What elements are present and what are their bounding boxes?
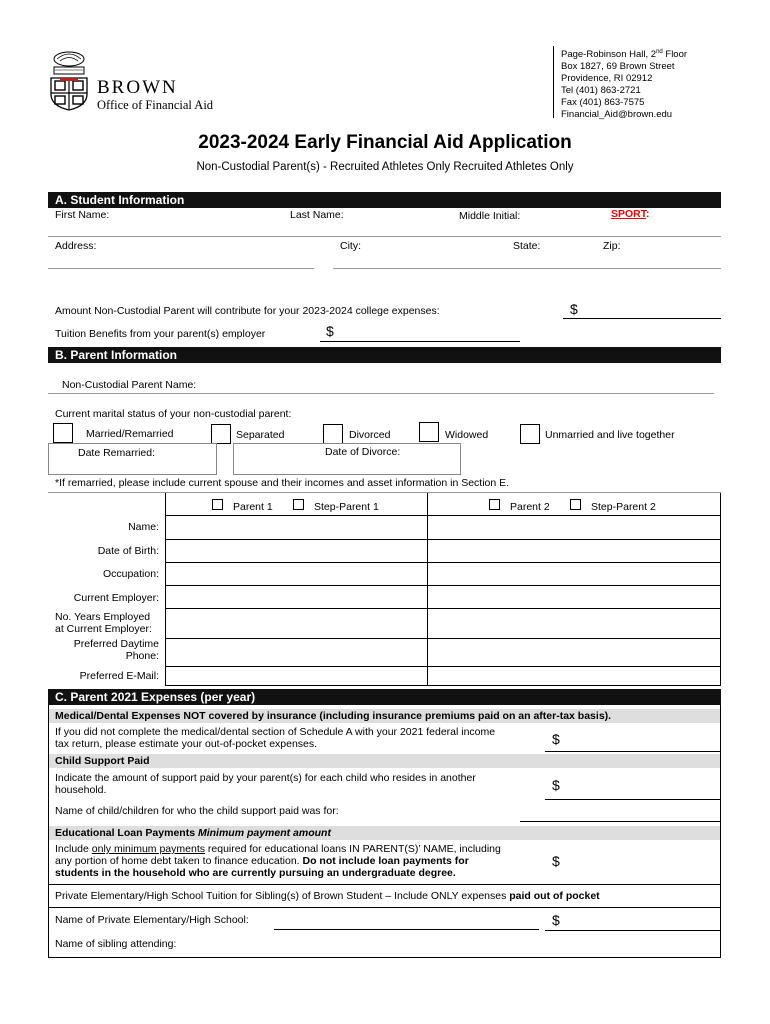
sport-colon: :: [646, 208, 650, 220]
married-checkbox[interactable]: [53, 423, 73, 443]
date-remarried-label: Date Remarried:: [78, 447, 156, 459]
parent2-label: Parent 2: [510, 501, 550, 513]
address-field-line[interactable]: [48, 268, 314, 269]
loan-text-part: required for educational loans IN PARENT(S)’ NAME, including: [204, 843, 501, 855]
loan-text-line1: [55, 843, 501, 855]
step-parent2-label: Step-Parent 2: [591, 501, 656, 513]
child-support-header: Child Support Paid: [49, 754, 720, 768]
address-line: Box 1827, 69 Brown Street: [561, 61, 675, 73]
school-name-field-line[interactable]: [274, 929, 539, 930]
address-line: Fax (401) 863-7575: [561, 97, 645, 109]
medical-header: Medical/Dental Expenses NOT covered by insurance (including insurance premiums paid on an after-tax basis).: [49, 709, 720, 723]
loan-text-bold: students in the household who are currently pursuing an undergraduate degree.: [55, 867, 456, 879]
private-school-bold: paid out of pocket: [509, 890, 600, 902]
step-parent2-checkbox[interactable]: [570, 499, 581, 510]
row-label-phone: [48, 638, 159, 662]
tuition-label: Tuition Benefits from your parent(s) employer: [55, 328, 266, 340]
page-title: 2023-2024 Early Financial Aid Application: [198, 132, 572, 153]
table-row-line: [165, 562, 721, 563]
first-name-label: First Name:: [55, 209, 110, 221]
address-line: Providence, RI 02912: [561, 73, 653, 85]
table-row-line: [165, 585, 721, 586]
loan-header-emphasis: Minimum payment amount: [197, 827, 331, 839]
child-support-field-line[interactable]: [545, 799, 721, 800]
loan-text-bold: Do not include loan payments for: [302, 855, 469, 867]
row-label-years: [55, 611, 152, 635]
widowed-label: Widowed: [445, 429, 489, 441]
contribution-field-line[interactable]: [563, 318, 721, 319]
table-row-line: [165, 539, 721, 540]
office-address: [561, 46, 687, 121]
child-support-text: [55, 772, 476, 796]
section-b-header: B. Parent Information: [48, 347, 721, 363]
private-school-text: Private Elementary/High School Tuition for Sibling(s) of Brown Student – Include ONLY expenses: [55, 890, 510, 902]
contribution-dollar: $: [570, 301, 578, 317]
table-row-line: [165, 666, 721, 667]
step-parent1-label: Step-Parent 1: [314, 501, 379, 513]
table-row-line: [165, 638, 721, 639]
private-school-label: [55, 890, 600, 902]
date-divorce-label: Date of Divorce:: [325, 446, 401, 458]
row-label-occupation: Occupation:: [102, 568, 159, 580]
step-parent1-checkbox[interactable]: [293, 499, 304, 510]
child-names-field-line[interactable]: [520, 821, 721, 822]
loan-header-text: Educational Loan Payments: [55, 827, 198, 839]
private-school-line: [48, 907, 721, 908]
ncp-name-label: Non-Custodial Parent Name:: [62, 379, 197, 391]
brown-crest-icon: [48, 50, 90, 112]
table-column-divider: [427, 493, 428, 686]
name-row-line[interactable]: [48, 236, 721, 237]
loan-text: [55, 843, 501, 879]
sport-label: [611, 208, 650, 220]
medical-text-line1: If you did not complete the medical/dental section of Schedule A with your 2021 federal income: [55, 726, 496, 738]
tuition-dollar: $: [326, 323, 334, 339]
loan-dollar: $: [552, 853, 560, 869]
contribution-label: Amount Non-Custodial Parent will contribute for your 2023-2024 college expenses:: [55, 305, 440, 317]
middle-initial-label: Middle Initial:: [459, 210, 521, 222]
school-name-label: Name of Private Elementary/High School:: [55, 914, 249, 926]
row-label-email: Preferred E-Mail:: [79, 670, 159, 682]
unmarried-checkbox[interactable]: [520, 424, 540, 444]
child-support-text-line1: Indicate the amount of support paid by your parent(s) for each child who resides in another: [55, 772, 476, 784]
last-name-label: Last Name:: [290, 209, 344, 221]
divorced-checkbox[interactable]: [323, 424, 343, 444]
sport-text: SPORT: [611, 208, 647, 220]
divorced-label: Divorced: [349, 429, 391, 441]
loan-text-part: Include: [55, 843, 92, 855]
child-support-text-line2: household.: [55, 784, 107, 796]
table-header-line: [165, 515, 721, 516]
section-c-header: C. Parent 2021 Expenses (per year): [48, 689, 721, 705]
parent1-checkbox[interactable]: [212, 499, 223, 510]
medical-text-line2: tax return, please estimate your out-of-pocket expenses.: [55, 738, 318, 750]
zip-label: Zip:: [603, 240, 621, 252]
address-line: Tel (401) 863-2721: [561, 85, 641, 97]
row-label-dob: Date of Birth:: [97, 545, 159, 557]
widowed-checkbox[interactable]: [419, 422, 439, 442]
row-label-phone-line1: Preferred Daytime: [73, 638, 159, 650]
city-state-zip-line[interactable]: [333, 268, 721, 269]
loan-text-line3: [55, 867, 501, 879]
separated-label: Separated: [236, 429, 285, 441]
medical-dollar: $: [552, 731, 560, 747]
ncp-name-line[interactable]: [48, 393, 714, 394]
section-a-header: A. Student Information: [48, 192, 721, 208]
row-label-years-line1: No. Years Employed: [55, 611, 151, 623]
parent2-checkbox[interactable]: [489, 499, 500, 510]
child-names-label: Name of child/children for who the child support paid was for:: [55, 805, 339, 817]
married-label: Married/Remarried: [86, 428, 174, 440]
loan-text-part: any portion of home debt taken to finance education.: [55, 855, 303, 867]
page-subtitle: Non-Custodial Parent(s) - Recruited Athletes Only Recruited Athletes Only: [196, 161, 574, 173]
address-divider: [553, 46, 554, 118]
loan-header: [49, 826, 720, 840]
parent-info-table: [165, 493, 721, 686]
separated-checkbox[interactable]: [211, 424, 231, 444]
school-dollar: $: [552, 912, 560, 928]
brown-logo: [48, 50, 223, 112]
loan-text-line2: [55, 855, 501, 867]
unmarried-label: Unmarried and live together: [545, 429, 675, 441]
state-label: State:: [513, 240, 541, 252]
marital-status-label: Current marital status of your non-custodial parent:: [55, 408, 292, 420]
table-row-line: [165, 608, 721, 609]
address-line: Page-Robinson Hall, 2nd Floor: [561, 49, 688, 61]
row-label-years-line2: at Current Employer:: [55, 623, 152, 635]
school-amount-field-line[interactable]: [545, 930, 721, 931]
loan-section-line: [48, 884, 721, 885]
address-line: Financial_Aid@brown.edu: [561, 109, 673, 121]
brand-subtitle: Office of Financial Aid: [97, 98, 214, 112]
remarried-note: *If remarried, please include current spouse and their incomes and asset information in Section E.: [55, 477, 510, 489]
medical-text: [55, 726, 495, 750]
row-label-employer: Current Employer:: [73, 592, 159, 604]
city-label: City:: [340, 240, 361, 252]
address-label: Address:: [55, 240, 97, 252]
child-support-dollar: $: [552, 777, 560, 793]
row-label-phone-line2: Phone:: [125, 650, 159, 662]
tuition-field-line[interactable]: [320, 341, 520, 342]
sibling-label: Name of sibling attending:: [55, 938, 177, 950]
medical-field-line[interactable]: [545, 751, 721, 752]
loan-text-underline: only minimum payments: [91, 843, 205, 855]
row-label-name: Name:: [128, 521, 159, 533]
brand-name: BROWN: [97, 77, 178, 98]
parent1-label: Parent 1: [233, 501, 273, 513]
